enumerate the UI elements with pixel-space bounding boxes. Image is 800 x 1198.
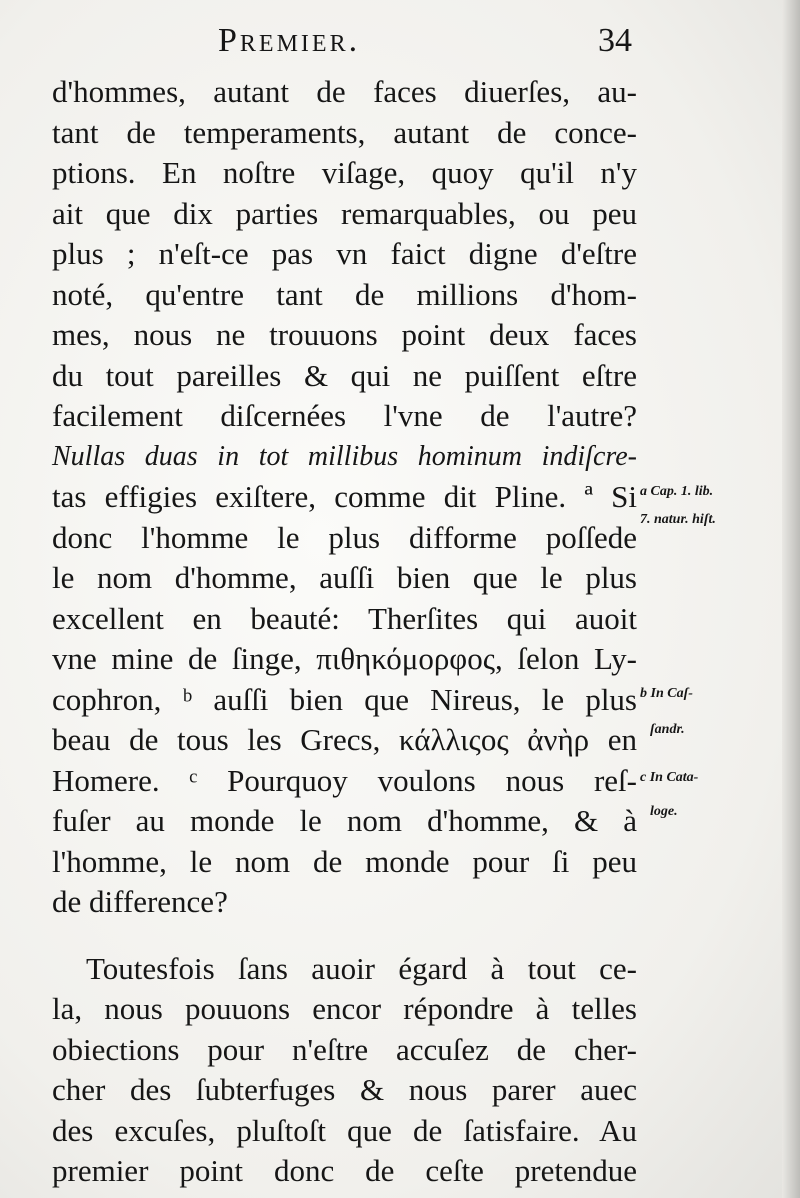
text-line: tant de temperaments, autant de conce-	[52, 114, 637, 150]
latin-quote-line: Nullas duas in tot millibus hominum indiſcre-	[52, 440, 637, 472]
text-line: du tout pareilles & qui ne puiſſent eſtre	[52, 357, 637, 393]
text-line: des excuſes, pluſtoſt que de ſatisfaire. Au	[52, 1112, 637, 1148]
text-line: Homere. ᶜ Pourquoy voulons nous reſ-	[52, 762, 637, 798]
margin-note-c: c In Cata-	[640, 770, 699, 785]
page-header	[0, 22, 800, 66]
margin-note-a: a Cap. 1. lib.	[640, 484, 714, 499]
paragraph-gap	[52, 923, 637, 949]
running-head: Premier.	[218, 22, 361, 59]
text-line: obiections pour n'eſtre accuſez de cher-	[52, 1031, 637, 1067]
text-line: ptions. En noſtre viſage, quoy qu'il n'y	[52, 155, 637, 190]
text-line: de difference?	[52, 884, 228, 919]
text-line: l'homme, le nom de monde pour ſi peu	[52, 843, 637, 879]
page-edge	[782, 0, 800, 1198]
text-line: Toutesfois ſans auoir égard à tout ce-	[86, 950, 637, 986]
text-line: cophron, ᵇ auſſi bien que Nireus, le plus	[52, 681, 637, 717]
text-line: mes, nous ne trouuons point deux faces	[52, 317, 637, 352]
page-number: 34	[598, 22, 632, 59]
text-line: le nom d'homme, auſſi bien que le plus	[52, 560, 637, 595]
text-line: tas effigies exiſtere, comme dit Pline. ª Si	[52, 479, 637, 514]
text-line: donc l'homme le plus difforme poſſede	[52, 519, 637, 555]
text-line: d'hommes, autant de faces diuerſes, au-	[52, 74, 637, 109]
text-line: plus ; n'eſt-ce pas vn faict digne d'eſtre	[52, 236, 637, 271]
text-line: vne mine de ſinge, πιθηκόμορφος, ſelon Ly-	[52, 641, 637, 676]
margin-note-a-cont: 7. natur. hiſt.	[640, 512, 716, 527]
margin-note-b-cont: ſandr.	[650, 722, 685, 737]
text-line: fuſer au monde le nom d'homme, & à	[52, 803, 637, 838]
main-text	[52, 72, 637, 1192]
margin-note-c-cont: loge.	[650, 804, 678, 819]
text-line: excellent en beauté: Therſites qui auoit	[52, 600, 637, 636]
text-line: beau de tous les Grecs, κάλλιςος ἀνὴρ en	[52, 722, 637, 757]
text-line: la, nous pouuons encor répondre à telles	[52, 991, 637, 1026]
text-line: premier point donc de ceſte pretendue	[52, 1153, 637, 1188]
margin-note-b: b In Caſ-	[640, 686, 693, 701]
text-line: cher des ſubterfuges & nous parer auec	[52, 1072, 637, 1107]
text-line: ait que dix parties remarquables, ou peu	[52, 195, 637, 231]
text-line: facilement diſcernées l'vne de l'autre?	[52, 398, 637, 433]
text-line: noté, qu'entre tant de millions d'hom-	[52, 276, 637, 312]
